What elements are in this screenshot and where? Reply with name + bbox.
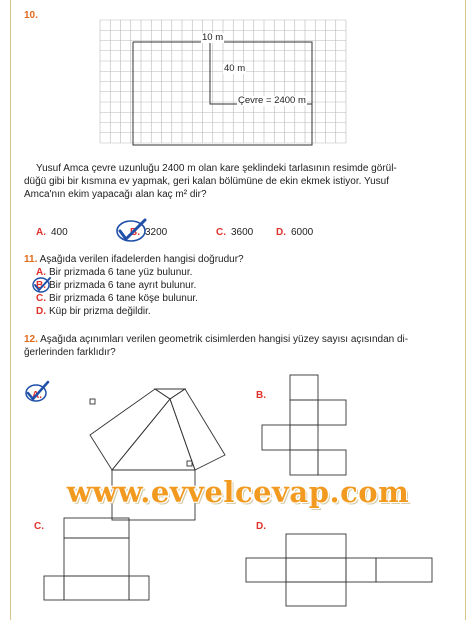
question-11-number: 11. xyxy=(24,254,38,265)
q12-option-a-letter[interactable]: A. xyxy=(32,390,42,401)
option-text: Bir prizmada 6 tane köşe bulunur. xyxy=(49,293,198,304)
q12-option-d-letter[interactable]: D. xyxy=(256,521,266,532)
option-text: Küp bir prizma değildir. xyxy=(49,306,151,317)
q11-option-c[interactable] xyxy=(36,292,198,305)
question-10-number: 10. xyxy=(24,10,38,21)
q12-text-1: Aşağıda açınımları verilen geometrik cisimlerden hangisi yüzey sayısı açısından di- xyxy=(40,334,409,345)
option-text: 6000 xyxy=(291,227,314,238)
option-text: 3200 xyxy=(145,227,168,238)
option-text: Bir prizmada 6 tane yüz bulunur. xyxy=(49,267,193,278)
option-text: 3600 xyxy=(231,227,254,238)
option-text: Bir prizmada 6 tane ayrıt bulunur. xyxy=(49,280,197,291)
question-10-text xyxy=(24,162,456,201)
option-letter: C. xyxy=(36,293,46,304)
option-letter: A. xyxy=(36,267,46,278)
label-10m: 10 m xyxy=(202,32,224,43)
question-12 xyxy=(24,333,456,359)
option-letter: B. xyxy=(36,280,46,291)
q10-option-d[interactable] xyxy=(276,226,313,239)
q11-option-a[interactable] xyxy=(36,266,192,279)
q12-option-d-net xyxy=(240,520,440,610)
page-border-left xyxy=(10,0,11,620)
q12-option-b-letter[interactable]: B. xyxy=(256,390,266,401)
watermark: www.evvelcevap.com xyxy=(66,475,410,509)
option-letter: D. xyxy=(276,227,286,238)
option-letter: A. xyxy=(36,227,46,238)
option-letter: C. xyxy=(216,227,226,238)
q12-option-c-net xyxy=(36,510,186,610)
field-outline xyxy=(133,42,312,145)
q10-option-a[interactable] xyxy=(36,226,68,239)
option-letter: D. xyxy=(36,306,46,317)
q12-option-c-letter[interactable]: C. xyxy=(34,521,44,532)
answer-check-icon xyxy=(30,276,54,294)
field-grid-diagram xyxy=(100,20,360,150)
label-perimeter: Çevre = 2400 m xyxy=(238,95,306,106)
q10-line-3: Amca'nın ekim yapacağı alan kaç m² dir? xyxy=(24,189,207,200)
answer-check-icon xyxy=(22,380,52,404)
q11-option-d[interactable] xyxy=(36,305,151,318)
q10-option-c[interactable] xyxy=(216,226,253,239)
page-border-right xyxy=(465,0,466,620)
question-11 xyxy=(24,253,244,266)
question-11-text: Aşağıda verilen ifadelerden hangisi doğrudur? xyxy=(39,254,244,265)
q10-line-1: Yusuf Amca çevre uzunluğu 2400 m olan kare şeklindeki tarlasının resimde görül- xyxy=(36,163,397,174)
q10-line-2: düğü gibi bir kısmına ev yapmak, geri kalan bölümüne de ekin ekmek istiyor. Yusuf xyxy=(24,176,390,187)
q12-line-2: ğerlerinden farklıdır? xyxy=(24,347,116,358)
label-40m: 40 m xyxy=(224,63,246,74)
q11-option-b[interactable] xyxy=(36,279,196,292)
question-12-number: 12. xyxy=(24,334,38,345)
option-letter: B. xyxy=(130,227,140,238)
option-text: 400 xyxy=(51,227,68,238)
answer-check-icon xyxy=(114,219,150,243)
q12-line-1 xyxy=(24,333,456,346)
